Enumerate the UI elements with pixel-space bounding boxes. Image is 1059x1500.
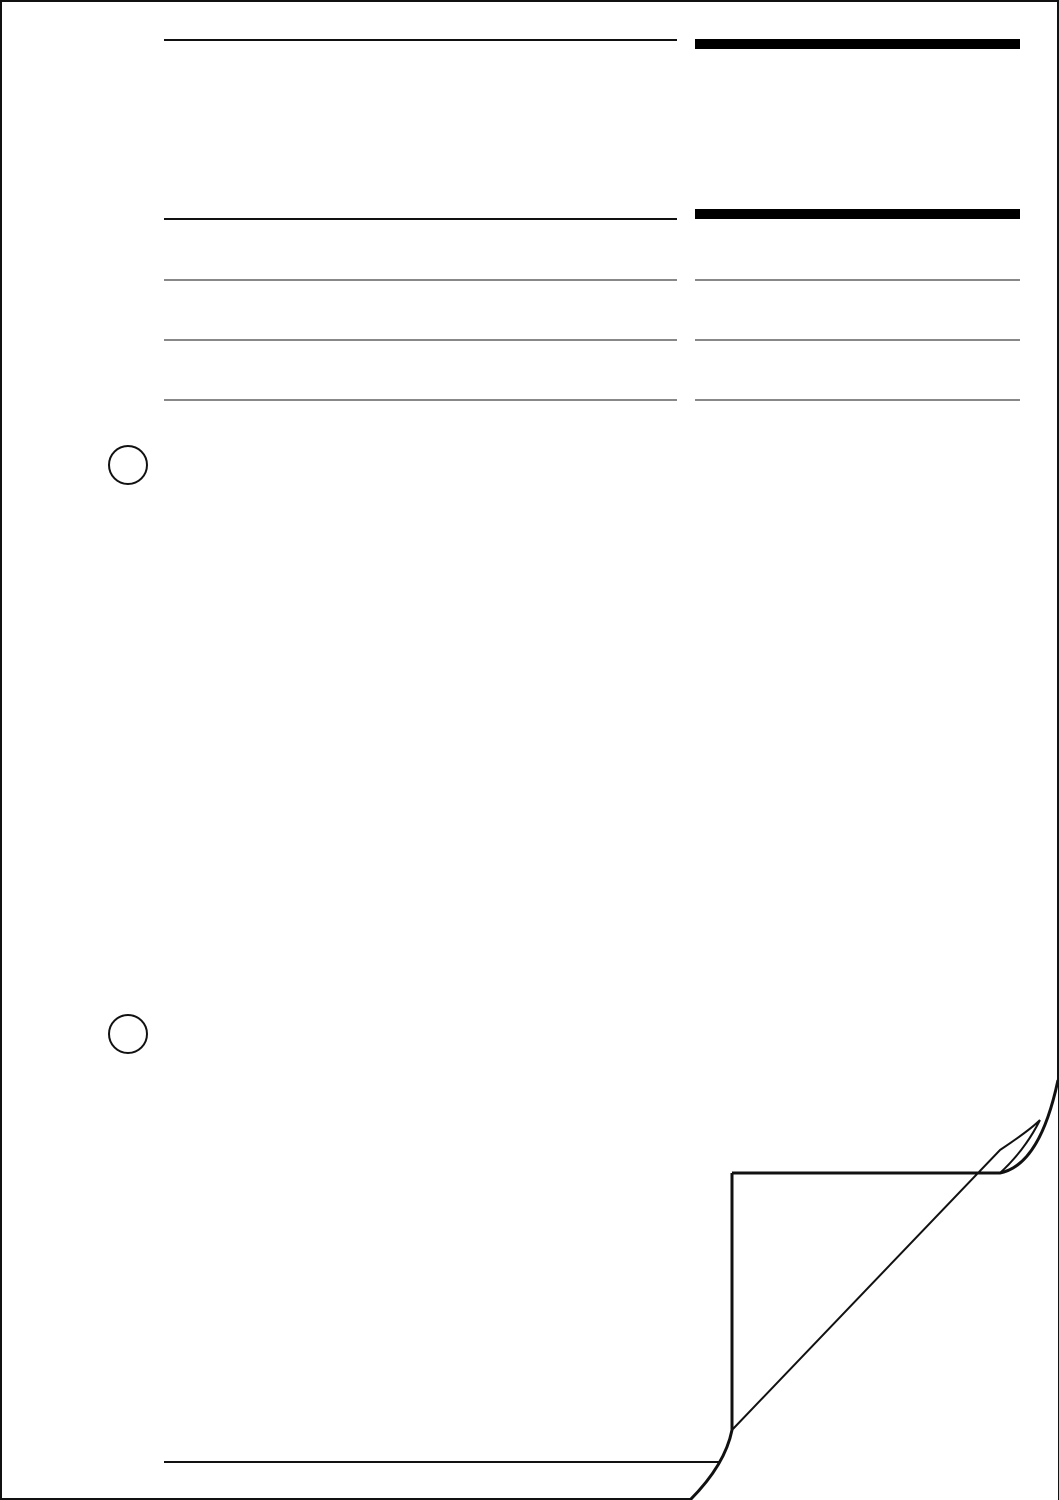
page-curl-edge (732, 1080, 1058, 1173)
accent-bar-top (695, 39, 1020, 49)
punch-hole-bottom (109, 1015, 147, 1053)
accent-bar-bottom (695, 209, 1020, 219)
ownership-note-clip (164, 1436, 712, 1458)
punch-hole-top (109, 446, 147, 484)
page-curl-mask (690, 1080, 1058, 1500)
